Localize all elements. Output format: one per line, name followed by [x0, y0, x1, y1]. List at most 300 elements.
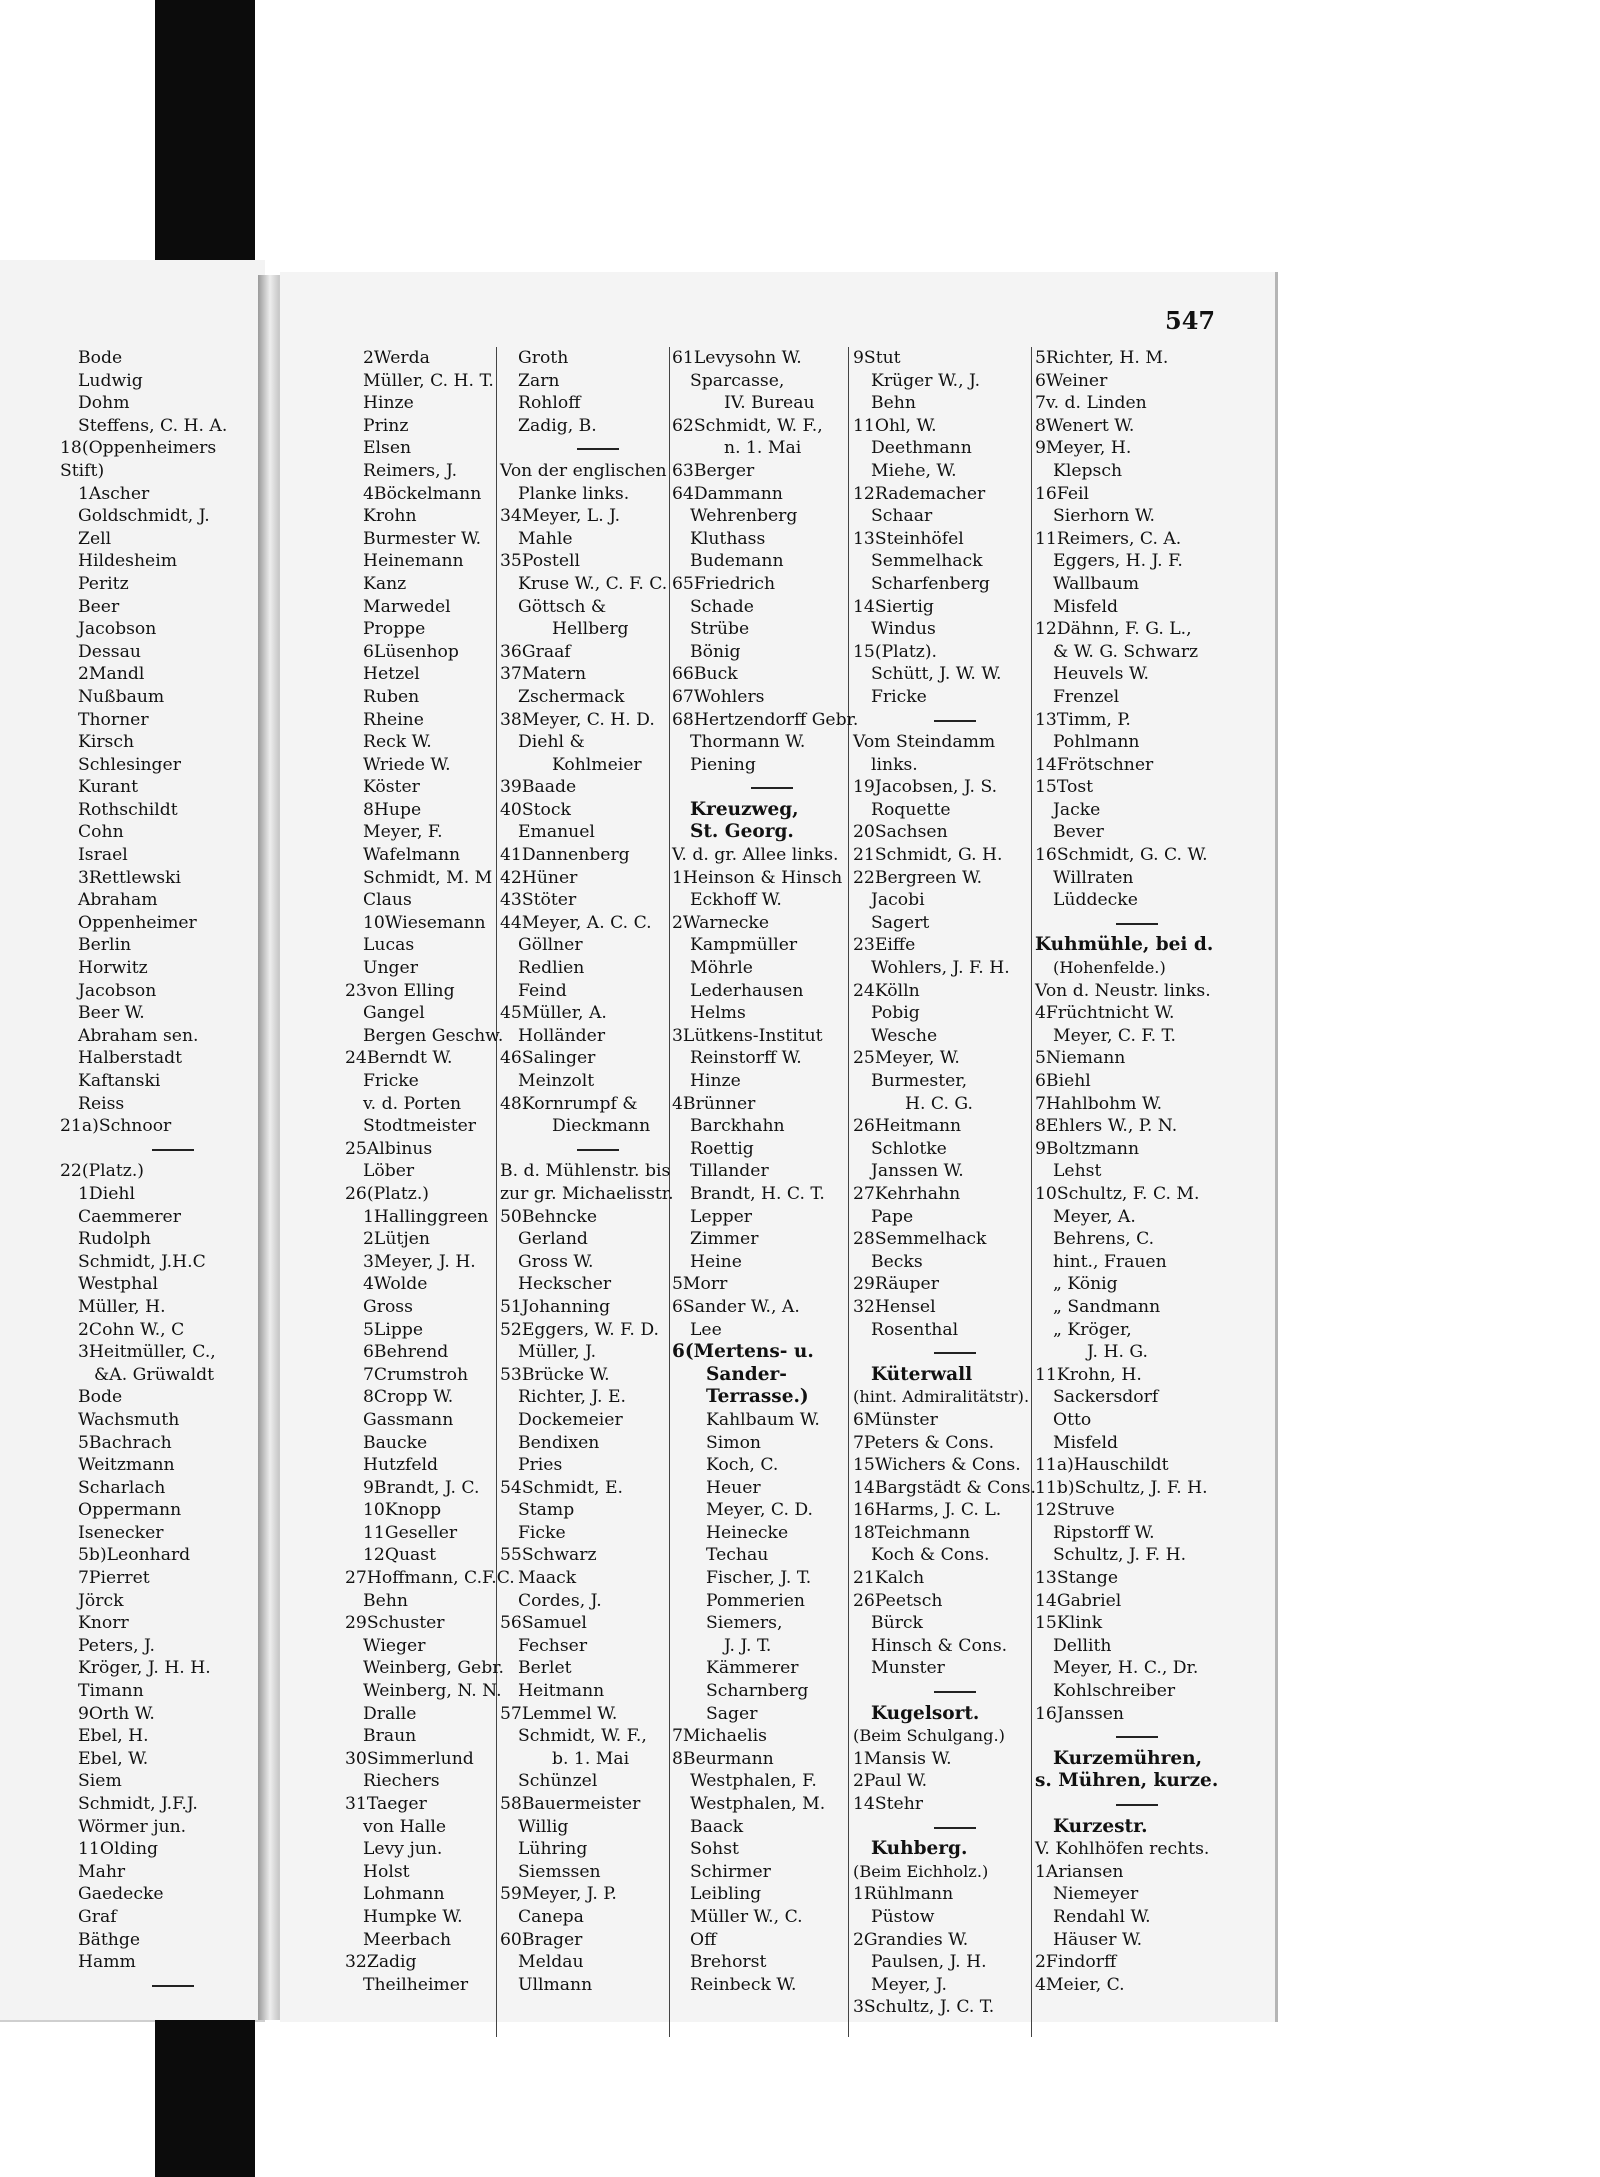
directory-entry: Sagert — [871, 912, 930, 933]
directory-entry: Nußbaum — [78, 686, 165, 707]
directory-entry: Beer W. — [78, 1003, 145, 1024]
directory-entry: 27Hoffmann, C.F.C. — [345, 1568, 515, 1589]
directory-entry: Redlien — [518, 958, 585, 979]
directory-entry: Müller, H. — [78, 1296, 166, 1317]
directory-entry: Wafelmann — [363, 845, 461, 866]
directory-entry: Kruse W., C. F. C. — [518, 573, 668, 594]
directory-entry: Willig — [518, 1816, 569, 1837]
directory-entry: 5b)Leonhard — [78, 1545, 191, 1566]
directory-entry: 14Gabriel — [1035, 1590, 1122, 1611]
directory-entry: b. 1. Mai — [552, 1748, 630, 1769]
directory-entry: 14Frötschner — [1035, 754, 1154, 775]
directory-entry: Holländer — [518, 1025, 606, 1046]
directory-entry: 54Schmidt, E. — [500, 1477, 623, 1498]
directory-entry: Bäthge — [78, 1929, 141, 1950]
directory-entry: 29Schuster — [345, 1613, 445, 1634]
directory-entry: 35Postell — [500, 551, 580, 572]
directory-entry: Scharlach — [78, 1477, 166, 1498]
section-rule — [672, 776, 847, 799]
directory-entry: H. C. G. — [905, 1093, 973, 1114]
directory-entry: Wieger — [363, 1635, 426, 1656]
street-heading: St. Georg. — [690, 821, 794, 843]
directory-entry: 21Kalch — [853, 1568, 925, 1589]
directory-entry: Kirsch — [78, 732, 135, 753]
directory-entry: 16Feil — [1035, 483, 1090, 504]
directory-entry: Bode — [78, 348, 123, 368]
directory-entry: J. H. G. — [1087, 1342, 1148, 1363]
directory-entry: 39Baade — [500, 777, 577, 798]
directory-entry: Reiss — [78, 1093, 125, 1114]
directory-entry: Müller, C. H. T. — [363, 370, 494, 391]
directory-entry: Westphalen, M. — [690, 1794, 826, 1814]
directory-entry: Roettig — [690, 1138, 754, 1159]
directory-entry: 1Diehl — [78, 1183, 135, 1204]
directory-entry: 1Heinson & Hinsch — [672, 867, 843, 888]
directory-entry: 1Hallinggreen — [363, 1206, 489, 1227]
directory-entry: 3Schultz, J. C. T. — [853, 1997, 995, 2018]
directory-entry: 43Stöter — [500, 890, 577, 911]
street-heading: Kuhmühle, bei d. — [1035, 934, 1214, 956]
directory-entry: Pohlmann — [1053, 732, 1140, 753]
directory-entry: Jacobson — [78, 619, 157, 640]
street-subheading: (Beim Schulgang.) — [853, 1726, 1005, 1746]
directory-entry: Lederhausen — [690, 980, 804, 1001]
directory-entry: 6Weiner — [1035, 370, 1108, 391]
directory-entry: „ Kröger, — [1053, 1319, 1132, 1340]
directory-entry: Schultz, J. F. H. — [1053, 1545, 1187, 1566]
directory-entry: von Halle — [363, 1816, 446, 1837]
directory-entry: Kurant — [78, 777, 138, 798]
street-heading: Kurzemühren, — [1053, 1747, 1203, 1769]
directory-entry: Siemssen — [518, 1861, 601, 1882]
directory-entry: Gross — [363, 1296, 413, 1317]
directory-entry: Claus — [363, 890, 412, 911]
directory-entry: 24Berndt W. — [345, 1048, 453, 1069]
directory-entry: Israel — [78, 845, 128, 866]
directory-entry: Dockemeier — [518, 1409, 623, 1430]
directory-entry: Schaar — [871, 506, 933, 527]
directory-entry: 66Buck — [672, 664, 738, 685]
directory-entry: Wörmer jun. — [78, 1816, 187, 1837]
directory-entry: Koch, C. — [706, 1455, 779, 1476]
directory-entry: Peters, J. — [78, 1635, 156, 1656]
directory-entry: Mahr — [78, 1861, 126, 1882]
directory-entry: „ König — [1053, 1274, 1118, 1295]
directory-entry: Eckhoff W. — [690, 890, 782, 911]
directory-entry: Cordes, J. — [518, 1590, 602, 1611]
directory-entry: Burmester W. — [363, 528, 482, 549]
directory-entry: Marwedel — [363, 596, 451, 617]
directory-entry: 64Dammann — [672, 483, 783, 504]
directory-entry: Schade — [690, 596, 754, 617]
directory-entry: 31Taeger — [345, 1794, 427, 1814]
directory-entry: 48Kornrumpf & — [500, 1093, 638, 1114]
directory-entry: 4Wolde — [363, 1274, 428, 1295]
directory-entry: Stamp — [518, 1500, 575, 1521]
directory-entry: Lühring — [518, 1839, 588, 1860]
directory-entry: Hinze — [363, 393, 414, 414]
directory-entry: Meldau — [518, 1952, 584, 1973]
directory-entry: Weinberg, Gebr. — [363, 1658, 505, 1679]
directory-entry: Bode — [78, 1387, 123, 1408]
directory-entry: Meerbach — [363, 1929, 452, 1950]
directory-entry: 32Zadig — [345, 1952, 417, 1973]
directory-entry: Dieckmann — [552, 1116, 651, 1137]
directory-entry: Bever — [1053, 822, 1104, 843]
directory-entry: Janssen W. — [871, 1161, 964, 1182]
directory-entry: Wachsmuth — [78, 1409, 180, 1430]
directory-entry: 4Früchtnicht W. — [1035, 1003, 1175, 1024]
directory-entry: Fricke — [363, 1071, 419, 1091]
directory-entry: 2Findorff — [1035, 1952, 1117, 1973]
directory-entry: 10Knopp — [363, 1500, 442, 1521]
directory-entry: 6Münster — [853, 1409, 938, 1430]
directory-entry: Lohmann — [363, 1884, 445, 1905]
directory-entry: 16Janssen — [1035, 1703, 1124, 1724]
directory-entry: Schlesinger — [78, 754, 181, 775]
directory-entry: & W. G. Schwarz — [1053, 641, 1199, 662]
directory-entry: Hellberg — [552, 619, 629, 640]
directory-entry: 16Harms, J. C. L. — [853, 1500, 1002, 1521]
directory-entry: Zadig, B. — [518, 415, 597, 436]
directory-entry: Berlin — [78, 935, 132, 956]
directory-entry: 1Rühlmann — [853, 1884, 954, 1905]
street-heading: Sander- — [706, 1363, 787, 1385]
directory-entry: 7Michaelis — [672, 1726, 767, 1747]
directory-entry: Holst — [363, 1861, 410, 1882]
street-subheading: (Hohenfelde.) — [1053, 958, 1166, 978]
directory-entry: 13Timm, P. — [1035, 709, 1131, 730]
directory-entry: Maack — [518, 1568, 577, 1589]
directory-entry: 46Salinger — [500, 1048, 596, 1069]
street-heading: s. Mühren, kurze. — [1035, 1770, 1219, 1792]
directory-entry: „ Sandmann — [1053, 1296, 1161, 1317]
directory-entry: Von d. Neustr. links. — [1035, 980, 1211, 1001]
directory-entry: Dessau — [78, 641, 141, 662]
directory-entry: 6Behrend — [363, 1342, 449, 1363]
directory-entry: 11Geseller — [363, 1522, 458, 1543]
directory-entry: Dellith — [1053, 1635, 1112, 1656]
directory-entry: Scharnberg — [706, 1681, 809, 1702]
section-rule — [500, 1138, 672, 1161]
directory-entry: Wallbaum — [1053, 573, 1140, 594]
directory-entry: 12Rademacher — [853, 483, 986, 504]
section-rule — [60, 1974, 265, 1997]
directory-entry: Heine — [690, 1251, 742, 1272]
directory-entry: Kanz — [363, 573, 407, 594]
directory-entry: Windus — [871, 619, 936, 640]
directory-entry: 40Stock — [500, 799, 571, 820]
directory-entry: Leibling — [690, 1884, 762, 1905]
directory-entry: 2Cohn W., C — [78, 1319, 185, 1340]
directory-entry: Braun — [363, 1726, 417, 1747]
directory-entry: Wehrenberg — [690, 506, 798, 527]
directory-entry: 11Krohn, H. — [1035, 1364, 1142, 1385]
directory-entry: Kluthass — [690, 528, 766, 549]
directory-entry: Meyer, C. D. — [706, 1500, 813, 1521]
directory-entry: Göttsch & — [518, 596, 607, 617]
directory-column-4 — [853, 347, 1036, 2019]
directory-entry: 32Hensel — [853, 1296, 936, 1317]
directory-entry: Behn — [871, 393, 916, 414]
directory-entry: 45Müller, A. — [500, 1003, 607, 1024]
directory-entry: Steffens, C. H. A. — [78, 415, 228, 436]
directory-entry: 37Matern — [500, 664, 587, 685]
directory-entry: Pries — [518, 1455, 563, 1476]
directory-entry: 9Brandt, J. C. — [363, 1477, 480, 1498]
directory-entry: 18Teichmann — [853, 1522, 971, 1543]
directory-entry: &A. Grüwaldt — [94, 1364, 215, 1385]
directory-entry: Behn — [363, 1590, 408, 1611]
directory-entry: Ullmann — [518, 1974, 593, 1995]
directory-entry: Ebel, H. — [78, 1726, 149, 1747]
directory-entry: Scharfenberg — [871, 573, 990, 594]
directory-entry: 3Rettlewski — [78, 867, 181, 888]
directory-entry: Simon — [706, 1432, 761, 1453]
directory-entry: Lüddecke — [1053, 890, 1138, 911]
directory-entry: Helms — [690, 1003, 746, 1024]
section-rule — [853, 1341, 1033, 1364]
section-rule — [853, 1680, 1033, 1703]
section-rule — [853, 709, 1033, 732]
directory-entry: 23Eiffe — [853, 935, 916, 956]
directory-entry: Schmidt, M. M — [363, 867, 493, 888]
directory-entry: Misfeld — [1053, 596, 1118, 617]
directory-entry: links. — [871, 754, 918, 775]
directory-entry: 1Mansis W. — [853, 1748, 952, 1769]
directory-entry: 14Bargstädt & Cons. — [853, 1477, 1036, 1498]
street-heading: Kurzestr. — [1053, 1815, 1148, 1837]
directory-entry: Heinemann — [363, 551, 464, 572]
directory-entry: Tillander — [690, 1161, 769, 1182]
directory-entry: Brehorst — [690, 1952, 767, 1973]
directory-entry: IV. Bureau — [724, 393, 815, 414]
directory-entry: 52Eggers, W. F. D. — [500, 1319, 659, 1340]
directory-entry: Burmester, — [871, 1071, 968, 1091]
directory-entry: 61Levysohn W. — [672, 348, 802, 368]
directory-entry: 8Wenert W. — [1035, 415, 1135, 436]
directory-entry: Vom Steindamm — [853, 732, 996, 753]
directory-entry: Thormann W. — [690, 732, 806, 753]
directory-entry: 8Beurmann — [672, 1748, 774, 1769]
directory-entry: Meyer, C. F. T. — [1053, 1025, 1176, 1046]
directory-entry: 53Brücke W. — [500, 1364, 610, 1385]
directory-entry: 7Hahlbohm W. — [1035, 1093, 1163, 1114]
directory-entry: 2Mandl — [78, 664, 145, 685]
directory-entry: Heinecke — [706, 1522, 789, 1543]
directory-entry: Unger — [363, 958, 418, 979]
directory-entry: Sierhorn W. — [1053, 506, 1155, 527]
directory-entry: Krüger W., J. — [871, 370, 981, 391]
directory-entry: 51Johanning — [500, 1296, 611, 1317]
directory-entry: 24Kölln — [853, 980, 920, 1001]
directory-entry: Hamm — [78, 1952, 136, 1973]
directory-entry: 41Dannenberg — [500, 845, 630, 866]
directory-entry: Beer — [78, 596, 120, 617]
directory-entry: Peritz — [78, 573, 129, 594]
directory-entry: Siem — [78, 1771, 122, 1792]
section-rule — [1035, 1725, 1215, 1748]
directory-entry: 11a)Hauschildt — [1035, 1455, 1169, 1476]
directory-entry: Reck W. — [363, 732, 432, 753]
directory-entry: Oppermann — [78, 1500, 182, 1521]
directory-entry: Hinze — [690, 1071, 741, 1091]
directory-entry: 2Warnecke — [672, 912, 770, 933]
directory-entry: Feind — [518, 980, 567, 1001]
directory-entry: Roquette — [871, 799, 951, 820]
directory-entry: Niemeyer — [1053, 1884, 1139, 1905]
directory-entry: Prinz — [363, 415, 409, 436]
directory-entry: Isenecker — [78, 1522, 164, 1543]
directory-entry: Köster — [363, 777, 420, 798]
directory-entry: 6Sander W., A. — [672, 1296, 800, 1317]
directory-entry: 14Siertig — [853, 596, 934, 617]
directory-entry: Gangel — [363, 1003, 425, 1024]
directory-entry: 7Pierret — [78, 1568, 150, 1589]
directory-entry: Rudolph — [78, 1229, 151, 1250]
street-heading: 6(Mertens- u. — [672, 1341, 814, 1363]
directory-entry: Ripstorff W. — [1053, 1522, 1155, 1543]
directory-entry: 25Albinus — [345, 1138, 433, 1159]
directory-entry: Timann — [78, 1681, 144, 1702]
directory-entry: Emanuel — [518, 822, 595, 843]
section-rule — [853, 1816, 1033, 1839]
directory-entry: 9Orth W. — [78, 1703, 155, 1724]
directory-entry: 28Semmelhack — [853, 1229, 987, 1250]
directory-entry: 13Steinhöfel — [853, 528, 964, 549]
directory-entry: 11b)Schultz, J. F. H. — [1035, 1477, 1208, 1498]
directory-entry: B. d. Mühlenstr. bis — [500, 1161, 671, 1182]
directory-entry: 4Brünner — [672, 1093, 756, 1114]
directory-entry: Bergen Geschw. — [363, 1025, 504, 1046]
directory-entry: Caemmerer — [78, 1206, 181, 1227]
directory-entry: Jörck — [78, 1590, 124, 1611]
directory-entry: Schirmer — [690, 1861, 771, 1882]
directory-entry: 5Morr — [672, 1274, 728, 1295]
directory-entry: Kämmerer — [706, 1658, 799, 1679]
directory-entry: Ludwig — [78, 370, 143, 391]
directory-entry: Weitzmann — [78, 1455, 175, 1476]
directory-entry: Bendixen — [518, 1432, 600, 1453]
directory-entry: hint., Frauen — [1053, 1251, 1167, 1272]
directory-entry: Reinbeck W. — [690, 1974, 797, 1995]
street-heading: Kuhberg. — [871, 1838, 968, 1860]
directory-entry: Wriede W. — [363, 754, 451, 775]
directory-entry: 30Simmerlund — [345, 1748, 474, 1769]
directory-entry: Riechers — [363, 1771, 440, 1792]
directory-entry: 36Graaf — [500, 641, 571, 662]
directory-entry: Semmelhack — [871, 551, 983, 572]
directory-entry: Hutzfeld — [363, 1455, 439, 1476]
directory-entry: Schlotke — [871, 1138, 947, 1159]
directory-entry: Piening — [690, 754, 756, 775]
directory-entry: Munster — [871, 1658, 945, 1679]
directory-entry: Müller, J. — [518, 1342, 597, 1363]
directory-entry: 62Schmidt, W. F., — [672, 415, 823, 436]
page-number: 547 — [1165, 306, 1216, 335]
directory-entry: 8Hupe — [363, 799, 422, 820]
directory-entry: 44Meyer, A. C. C. — [500, 912, 652, 933]
directory-entry: Goldschmidt, J. — [78, 506, 210, 527]
directory-column-3 — [672, 347, 859, 1996]
directory-entry: Cohn — [78, 822, 124, 843]
directory-entry: 26Heitmann — [853, 1116, 962, 1137]
directory-entry: Weinberg, N. N. — [363, 1681, 502, 1702]
directory-entry: Lehst — [1053, 1161, 1102, 1182]
directory-entry: Proppe — [363, 619, 426, 640]
directory-entry: Otto — [1053, 1409, 1092, 1430]
directory-entry: 65Friedrich — [672, 573, 776, 594]
directory-entry: Strübe — [690, 619, 750, 640]
directory-entry: zur gr. Michaelisstr. — [500, 1183, 674, 1204]
section-rule — [60, 1138, 265, 1161]
directory-entry: 21Schmidt, G. H. — [853, 845, 1003, 866]
directory-entry: 26(Platz.) — [345, 1183, 430, 1204]
directory-entry: Hinsch & Cons. — [871, 1635, 1008, 1656]
directory-entry: Behrens, C. — [1053, 1229, 1155, 1250]
directory-entry: Reimers, J. — [363, 460, 458, 481]
directory-entry: Pape — [871, 1206, 914, 1227]
directory-entry: Heitmann — [518, 1681, 605, 1702]
directory-entry: Graf — [78, 1906, 117, 1927]
directory-entry: 34Meyer, L. J. — [500, 506, 621, 527]
directory-entry: 21a)Schnoor — [60, 1116, 172, 1137]
directory-entry: 2Lütjen — [363, 1229, 430, 1250]
directory-entry: Meyer, A. — [1053, 1206, 1136, 1227]
directory-entry: Sackersdorf — [1053, 1387, 1159, 1408]
directory-entry: Humpke W. — [363, 1906, 463, 1927]
directory-entry: Becks — [871, 1251, 923, 1272]
directory-entry: Techau — [706, 1545, 769, 1566]
directory-entry: 16Schmidt, G. C. W. — [1035, 845, 1208, 866]
directory-entry: Meyer, F. — [363, 822, 443, 843]
directory-entry: 15(Platz). — [853, 641, 938, 662]
directory-entry: Levy jun. — [363, 1839, 443, 1860]
directory-entry: Rosenthal — [871, 1319, 959, 1340]
directory-entry: 1Ariansen — [1035, 1861, 1124, 1882]
directory-entry: 7Peters & Cons. — [853, 1432, 995, 1453]
directory-entry: 8Ehlers W., P. N. — [1035, 1116, 1178, 1137]
directory-entry: 20Sachsen — [853, 822, 948, 843]
directory-entry: n. 1. Mai — [724, 438, 802, 459]
directory-entry: 11Reimers, C. A. — [1035, 528, 1182, 549]
directory-entry: Jacobi — [871, 890, 925, 911]
directory-entry: 11Olding — [78, 1839, 159, 1860]
directory-entry: 5Niemann — [1035, 1048, 1126, 1069]
directory-entry: Püstow — [871, 1906, 935, 1927]
directory-entry: Gross W. — [518, 1251, 594, 1272]
directory-entry: Gaedecke — [78, 1884, 164, 1905]
directory-entry: 5Richter, H. M. — [1035, 348, 1169, 368]
directory-entry: Heuvels W. — [1053, 664, 1150, 685]
directory-entry: 10Schultz, F. C. M. — [1035, 1183, 1200, 1204]
directory-entry: Stift) — [60, 460, 105, 481]
directory-entry: Pobig — [871, 1003, 920, 1024]
directory-entry: Meyer, H. C., Dr. — [1053, 1658, 1199, 1679]
directory-entry: 4Meier, C. — [1035, 1974, 1125, 1995]
directory-entry: Pommerien — [706, 1590, 805, 1611]
directory-entry: Canepa — [518, 1906, 584, 1927]
directory-entry: Planke links. — [518, 483, 630, 504]
directory-entry: 12Quast — [363, 1545, 437, 1566]
directory-entry: 12Struve — [1035, 1500, 1115, 1521]
directory-entry: Koch & Cons. — [871, 1545, 990, 1566]
directory-entry: Löber — [363, 1161, 415, 1182]
directory-entry: Misfeld — [1053, 1432, 1118, 1453]
directory-entry: 4Böckelmann — [363, 483, 482, 504]
directory-entry: Westphal — [78, 1274, 158, 1295]
directory-entry: Richter, J. E. — [518, 1387, 626, 1408]
